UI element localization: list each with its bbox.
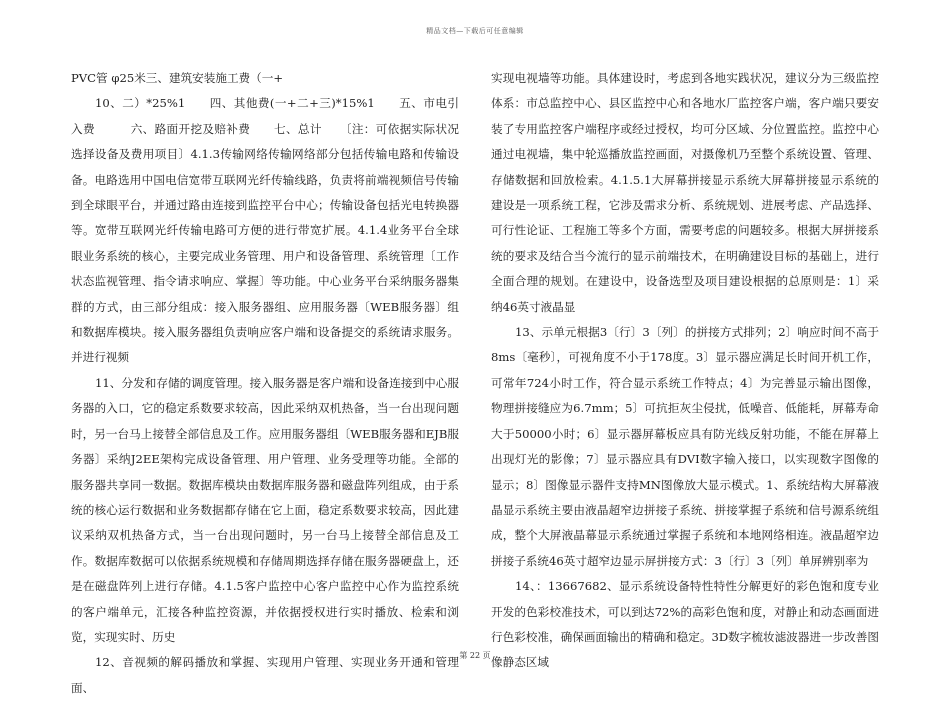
paragraph: 13、示单元根据3〔行〕3〔列〕的拼接方式排列；2〕响应时间不高于8ms〔毫秒〕，可视角度不小于178度。3〕显示器应满足长时间开机工作，可常年724小时工作，符合显示系统工作特点；4〕为完善显示输出图像，物理拼接缝应为6.7mm；5〕可抗拒灰尘侵扰，低噪音、低能耗，屏幕寿命大于50000小时；6〕显示器屏幕板应具有防光线反射功能，不能在屏幕上出现灯光的影像；7〕显示器应具有DVI数字输入接口，以实现数字图像的显示；8〕图像显示器件支持MN图像放大显示模式。1、系统结构大屏幕液晶显示系统主要由液晶超窄边拼接子系统、拼接掌握子系统和信号源系统组成，整个大屏液晶幕显示系统通过掌握子系统和本地网络相连。液晶超窄边拼接子系统46英寸超窄边显示屏拼接方式：3〔行〕3〔列〕单屏辨别率为 <box>491 325 879 568</box>
paragraph: PVC管 φ25米三、建筑安装施工费（一+ <box>71 71 284 85</box>
paragraph: 实现电视墙等功能。具体建设时，考虑到各地实践状况，建议分为三级监控体系：市总监控中心、县区监控中心和各地水厂监控客户端，客户端只要安装了专用监控客户端程序或经过授权，均可分区域、分位置监控。监控中心通过电视墙，集中轮巡播放监控画面，对摄像机乃至整个系统设置、管理、存储数据和回放检索。4.1.5.1大屏幕拼接显示系统大屏幕拼接显示系统的建设是一项系统工程，它涉及需求分析、系统规划、进展考虑、产品选择、可行性论证、工程施工等多个方面，需要考虑的问题较多。根据大屏拼接系统的要求及结合当今流行的显示前端技术，在明确建设目标的基础上，进行全面合理的规划。在建设中，设备选型及项目建设根据的总原则是：1〕采纳46英寸液晶显 <box>491 71 879 314</box>
page-number: 第 22 页 <box>459 651 491 660</box>
left-column <box>71 66 459 701</box>
paragraph: 12、音视频的解码播放和掌握、实现用户管理、实现业务开通和管理面、 <box>71 655 459 695</box>
right-column <box>491 66 879 676</box>
paragraph: 10、二）*25%1 四、其他费(一+二+三)*15%1 五、市电引入费 六、路面开挖及赔补费 七、总计 〔注：可依据实际状况选择设备及费用项目〕4.1.3传输网络传输网络部分包括传输电路和传输设备。电路选用中国电信宽带互联网光纤传输线路，负责将前端视频信号传输到全球眼平台，并通过路由连接到监控平台中心；传输设备包括光电转换器等。宽带互联网光纤传输电路可方便的进行带宽扩展。4.1.4业务平台全球眼业务系统的核心，主要完成业务管理、用户和设备管理、系统管理〔工作状态监视管理、指令请求响应、掌握〕等功能。中心业务平台采纳服务器集群的方式，由三部分组成：接入服务器组、应用服务器〔WEB服务器〕组和数据库模块。接入服务器组负责响应客户端和设备提交的系统请求服务。并进行视频 <box>71 96 459 365</box>
page-header: 精品文档—下载后可任意编辑 <box>426 27 524 35</box>
paragraph: 14、：13667682、显示系统设备特性特性分解更好的彩色饱和度专业开发的色彩校准技术，可以到达72%的高彩色饱和度，对静止和动态画面进行色彩校准，确保画面输出的精确和稳定。3D数字梳妆滤波器进一步改善图像静态区域 <box>491 579 879 670</box>
paragraph: 11、分发和存储的调度管理。接入服务器是客户端和设备连接到中心服务器的入口，它的稳定系数要求较高，因此采纳双机热备，当一台出现问题时，另一台马上接替全部信息及工作。应用服务器组〔WEB服务器和EJB服务器〕采纳J2EE架构完成设备管理、用户管理、业务受理等功能。全部的服务器共享同一数据。数据库模块由数据库服务器和磁盘阵列组成，由于系统的核心运行数据和业务数据都存储在它上面，稳定系数要求较高，因此建议采纳双机热备方式，当一台出现问题时，另一台马上接替全部信息及工作。数据库数据可以依据系统规模和存储周期选择存储在服务器硬盘上，还是在磁盘阵列上进行存储。4.1.5客户监控中心客户监控中心作为监控系统的客户端单元，汇接各种监控资源，并依据授权进行实时播放、检索和浏览，实现实时、历史 <box>71 375 459 644</box>
